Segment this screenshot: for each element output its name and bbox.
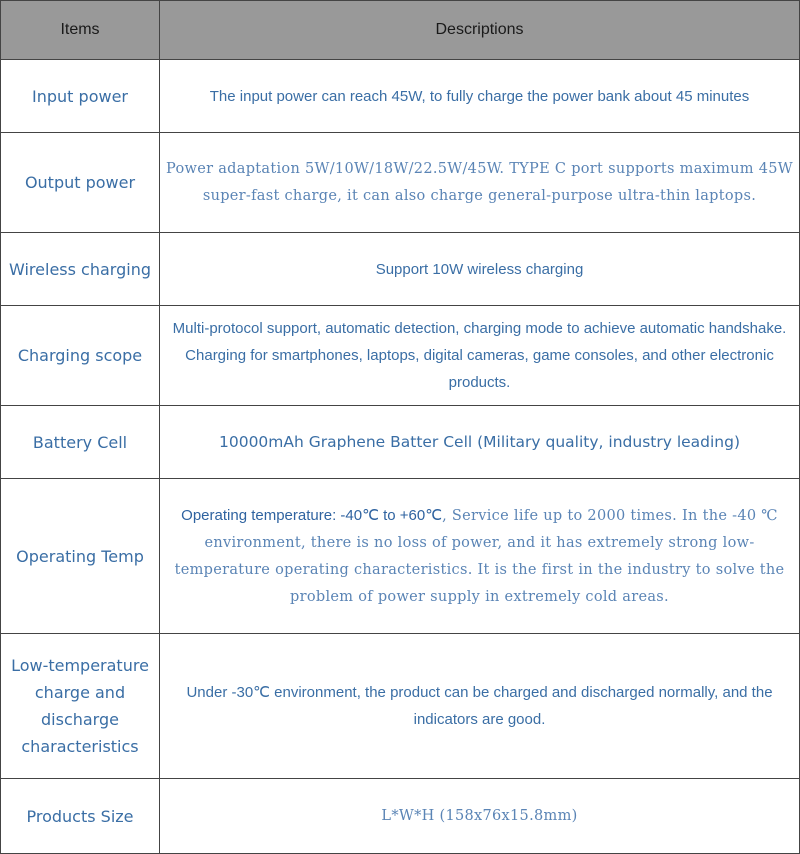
items-header: Items [1,1,160,60]
item-cell: Operating Temp [1,479,160,634]
description-cell: Support 10W wireless charging [160,233,800,306]
table-row [1,233,800,306]
descriptions-header: Descriptions [160,1,800,60]
table-row [1,779,800,854]
table-row [1,60,800,133]
description-cell [160,479,800,634]
table-row [1,479,800,634]
description-cell: Multi-protocol support, automatic detection, charging mode to achieve automatic handshake. Charging for smartphones, laptops, digital cameras, game consoles, and other electronic products. [160,306,800,406]
table-row [1,306,800,406]
table-row [1,133,800,233]
item-cell: Products Size [1,779,160,854]
description-lead: Operating temperature: -40℃ to +60℃ [181,506,443,524]
description-cell: The input power can reach 45W, to fully charge the power bank about 45 minutes [160,60,800,133]
item-cell: Charging scope [1,306,160,406]
description-cell: L*W*H (158x76x15.8mm) [160,779,800,854]
table-row [1,634,800,779]
item-cell: Wireless charging [1,233,160,306]
description-cell: 10000mAh Graphene Batter Cell (Military quality, industry leading) [160,406,800,479]
item-cell: Input power [1,60,160,133]
item-cell: Low-temperature charge and discharge characteristics [1,634,160,779]
item-cell: Battery Cell [1,406,160,479]
description-cell: Under -30℃ environment, the product can be charged and discharged normally, and the indicators are good. [160,634,800,779]
item-cell: Output power [1,133,160,233]
table-row [1,406,800,479]
table-header-row [1,1,800,60]
description-cell: Power adaptation 5W/10W/18W/22.5W/45W. TYPE C port supports maximum 45W super-fast charge, it can also charge general-purpose ultra-thin laptops. [160,133,800,233]
description-rest: , Service life up to 2000 times. In the -40 ℃ environment, there is no loss of power, and it has extremely strong low-temperature operating characteristics. It is the first in the industry to solve the problem of power supply in extremely cold areas. [174,507,785,605]
